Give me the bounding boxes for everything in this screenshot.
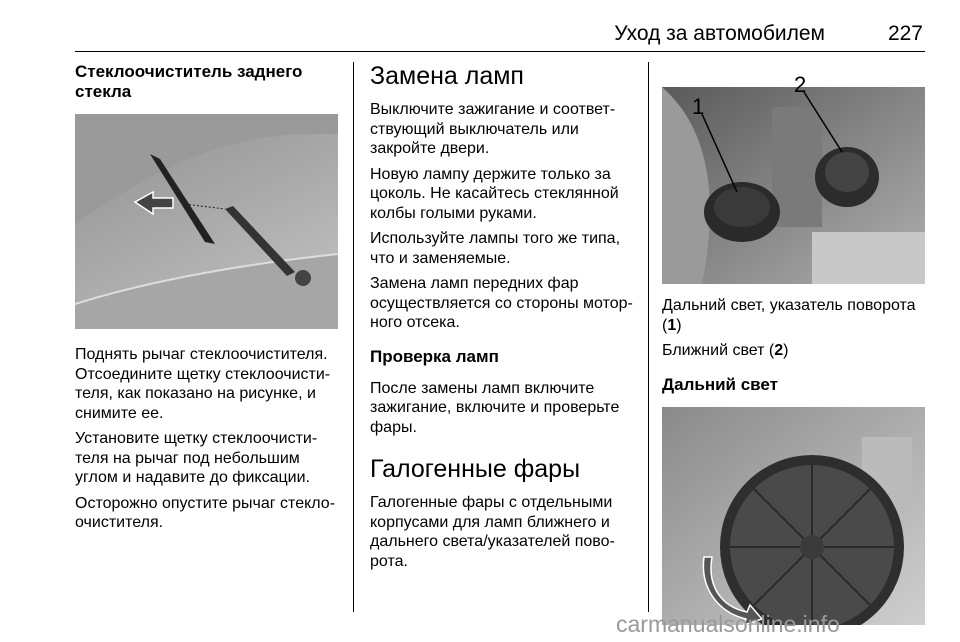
paragraph: Поднять рычаг стеклоочистителя. Отсоедините щетку стеклоочисти-теля, как показано на рисунке, и снимите ее.: [75, 346, 331, 422]
section-title: Уход за автомобилем: [614, 22, 825, 45]
wiper-heading: Стеклоочиститель заднего стекла: [75, 62, 303, 101]
paragraph: Установите щетку стеклоочисти-теля на рычаг под небольшим углом и надавите до фиксации.: [75, 430, 318, 486]
subsection-heading: Проверка ламп: [370, 346, 499, 366]
figure-caption: Дальний свет, указатель поворота (1): [662, 297, 916, 334]
paragraph: Используйте лампы того же типа, что и заменяемые.: [370, 230, 621, 267]
page-number: 227: [887, 22, 923, 45]
section-heading: Замена ламп: [370, 62, 524, 90]
callout-label: 2: [794, 72, 807, 97]
column-divider: [648, 62, 649, 612]
callout-label: 1: [692, 94, 705, 119]
paragraph: Замена ламп передних фар осуществляется со стороны мотор-ного отсека.: [370, 275, 633, 331]
page-header: [75, 0, 925, 52]
column-divider: [353, 62, 354, 612]
column-headlamp: [662, 62, 927, 625]
rear-wiper-illustration: [75, 114, 338, 329]
high-beam-cover-illustration: [662, 407, 925, 625]
paragraph: Галогенные фары с отдельными корпусами для ламп ближнего и дальнего света/указателей пово-рота.: [370, 494, 615, 570]
subsection-heading: Дальний свет: [662, 374, 778, 394]
paragraph: Новую лампу держите только за цоколь. Не касайтесь стеклянной колбы голыми руками.: [370, 165, 619, 222]
column-wiper: [75, 62, 340, 539]
column-lamps: [370, 62, 635, 577]
watermark: carmanualsonline.info: [616, 611, 840, 637]
paragraph: После замены ламп включите зажигание, включите и проверьте фары.: [370, 379, 620, 436]
paragraph: Осторожно опустите рычаг стекло-очистителя.: [75, 494, 336, 531]
section-heading: Галогенные фары: [370, 455, 581, 483]
paragraph: Выключите зажигание и соответ-ствующий выключатель или закройте двери.: [370, 101, 616, 157]
figure-caption: Ближний свет (2): [662, 342, 789, 359]
headlamp-illustration: [662, 62, 925, 284]
